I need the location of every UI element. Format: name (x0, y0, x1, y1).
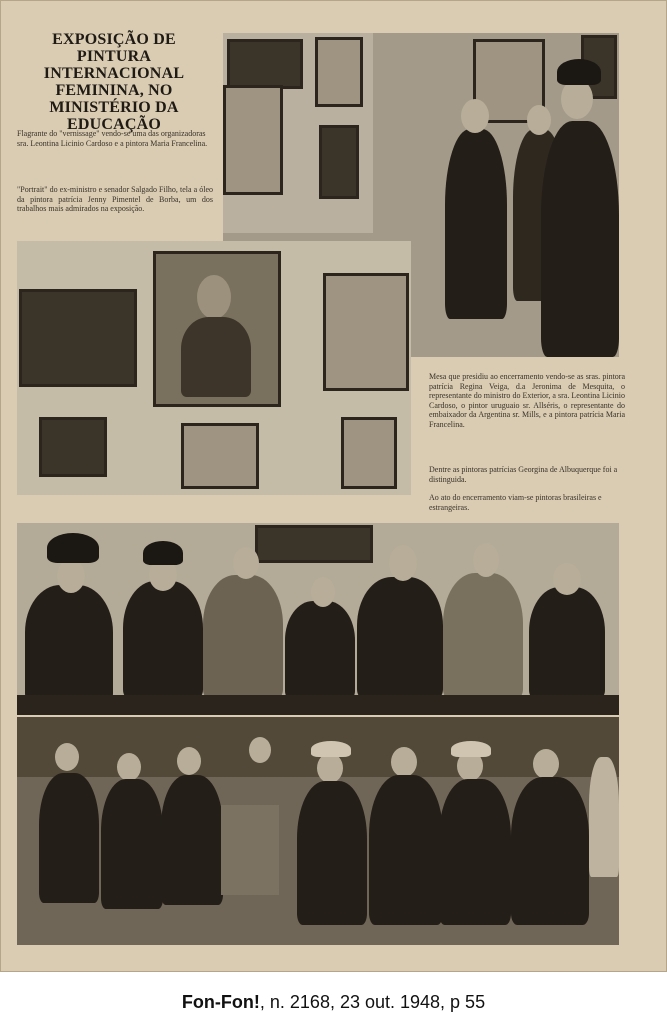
caption-distinguished: Dentre as pintoras patrícias Georgina de Albuquerque foi a distinguida. (429, 465, 618, 484)
headline: EXPOSIÇÃO DE PINTURA INTERNACIONAL FEMININA, NO MINISTÉRIO DA EDUCAÇÃO (43, 31, 185, 133)
caption-attendees: Ao ato do encerramento viam-se pintoras brasileiras e estrangeiras. (429, 493, 602, 512)
table-edge (17, 695, 619, 715)
source-citation (0, 992, 667, 1013)
citation-details: , n. 2168, 23 out. 1948, p 55 (259, 992, 486, 1012)
caption-closing-table: Mesa que presidiu ao encerramento vendo-se as sras. pintora patrícia Regina Veiga, d.a Jeronima de Mesquita, o representante do ministro do Exterior, a sra. Leontina Licinio Cardoso, o pintor uruguaio sr. Allséris, o representante do embaixador da Argentina sr. Mills, e a pintora patrícia Maria Francelina. (429, 372, 625, 429)
photo-closing-table (17, 523, 619, 715)
photo-portrait-painting (17, 241, 411, 495)
caption-vernissage: Flagrante do "vernissage" vendo-se uma das organizadoras sra. Leontina Licinio Cardoso e a pintora Maria Francelina. (17, 129, 208, 148)
photo-audience (17, 717, 619, 945)
caption-portrait: "Portrait" do ex-ministro e senador Salgado Filho, tela a óleo da pintora patrícia Jenny Pimentel de Borba, um dos trabalhos mais admirados na exposição. (17, 185, 213, 213)
publication-name: Fon-Fon! (181, 992, 260, 1012)
